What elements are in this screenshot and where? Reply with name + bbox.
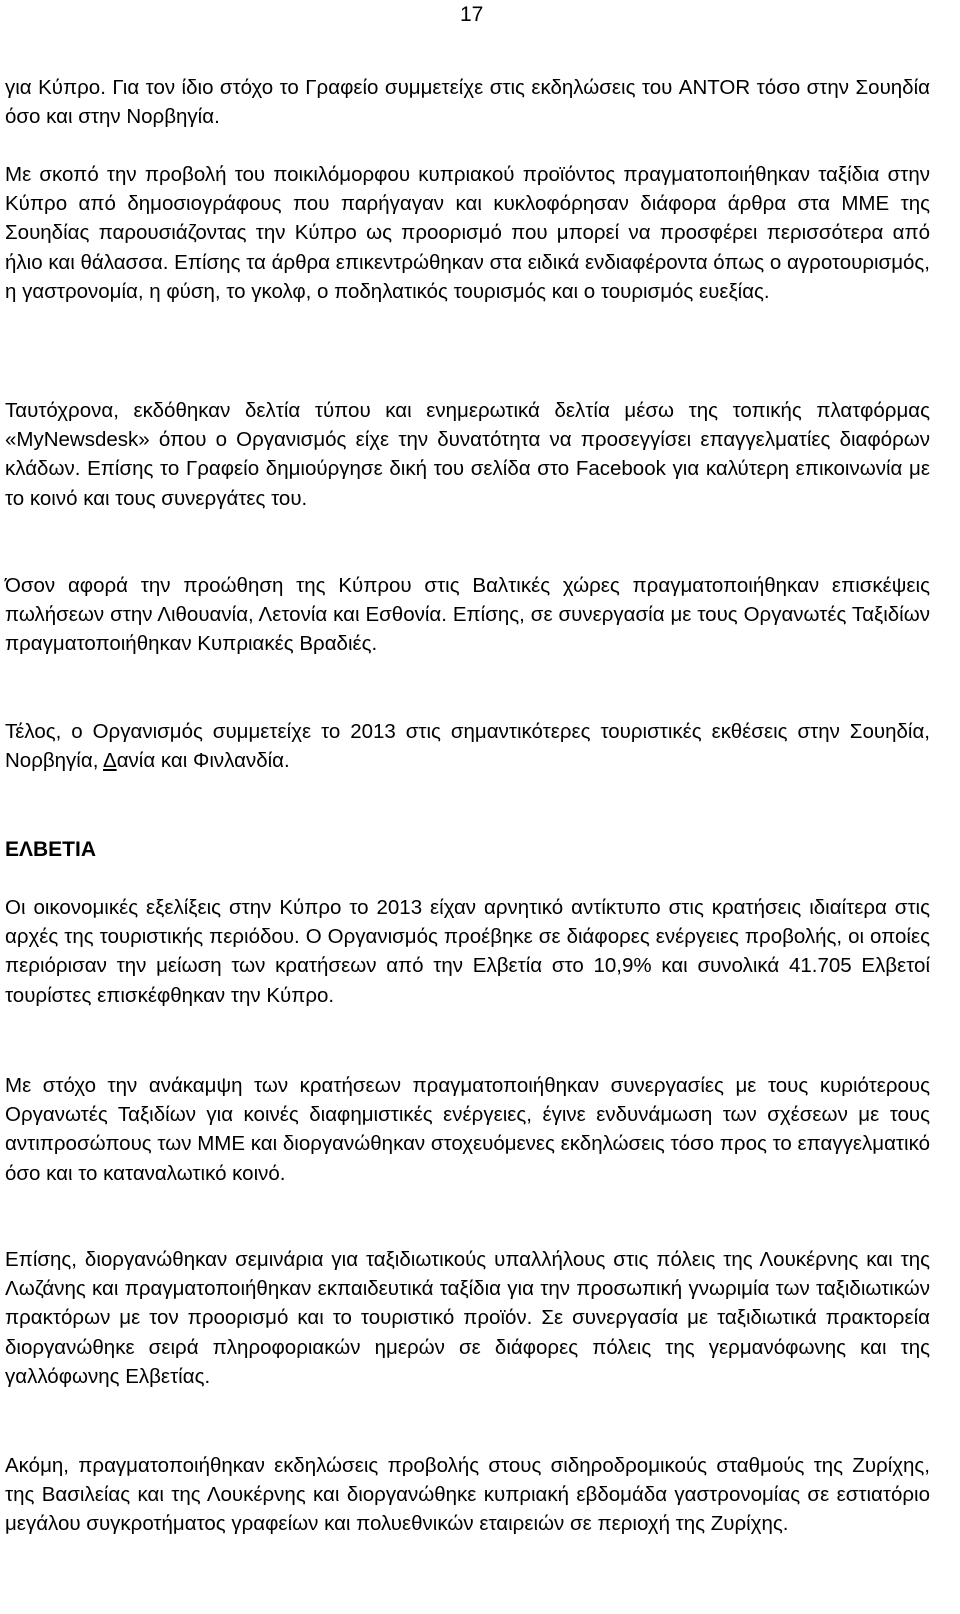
paragraph-economic-impact: Οι οικονομικές εξελίξεις στην Κύπρο το 2013 είχαν αρνητικό αντίκτυπο στις κρατήσεις ιδιαίτερα στις αρχές της τουριστικής περιόδου. Ο Οργανισμός προέβηκε σε διάφορες ενέργειες προβολής, οι οποίες περιόρισαν την μείωση των κρατήσεων από την Ελβετία στο 10,9% και συνολικά 41.705 Ελβετοί τουρίστες επισκέφθηκαν την Κύπρο. <box>5 896 930 1007</box>
paragraph-baltic-promotion: Όσον αφορά την προώθηση της Κύπρου στις Βαλτικές χώρες πραγματοποιήθηκαν επισκέψεις πωλήσεων στην Λιθουανία, Λετονία και Εσθονία. Επίσης, σε συνεργασία με τους Οργανωτές Ταξιδίων πραγματοποιήθηκαν Κυπριακές Βραδιές. <box>5 574 930 656</box>
paragraph-seminars: Επίσης, διοργανώθηκαν σεμινάρια για ταξιδιωτικούς υπαλλήλους στις πόλεις της Λουκέρνης και της Λωζάνης και πραγματοποιήθηκαν εκπαιδευτικά ταξίδια για την προσωπική γνωριμία των ταξιδιωτικών πρακτόρων με τον προορισμό και το τουριστικό προϊόν. Σε συνεργασία με ταξιδιωτικά πρακτορεία διοργανώθηκε σειρά πληροφοριακών ημερών σε διάφορες πόλεις της γερμανόφωνης και της γαλλόφωνης Ελβετίας. <box>5 1248 930 1388</box>
exhibitions-text-end: ανία και Φινλανδία. <box>116 749 290 773</box>
paragraph-antor-events: για Κύπρο. Για τον ίδιο στόχο το Γραφείο συμμετείχε στις εκδηλώσεις του ANTOR τόσο στην Σουηδία όσο και στην Νορβηγία. <box>5 76 930 129</box>
exhibitions-underlined-letter: Δ <box>102 749 117 773</box>
page-number: 17 <box>460 3 484 26</box>
paragraph-booking-recovery: Με στόχο την ανάκαμψη των κρατήσεων πραγματοποιήθηκαν συνεργασίες με τους κυριότερους Οργανωτές Ταξιδίων για κοινές διαφημιστικές ενέργειες, έγινε ενδυνάμωση των σχέσεων με τους αντιπροσώπους των ΜΜΕ και διοργανώθηκαν στοχευόμενες εκδηλώσεις τόσο προς το επαγγελματικό όσο και το καταναλωτικό κοινό. <box>5 1074 930 1185</box>
paragraph-exhibitions <box>5 717 930 775</box>
paragraph-promotion-events: Ακόμη, πραγματοποιήθηκαν εκδηλώσεις προβολής στους σιδηροδρομικούς σταθμούς της Ζυρίχης, της Βασιλείας και της Λουκέρνης και διοργανώθηκε κυπριακή εβδομάδα γαστρονομίας σε εστιατόριο μεγάλου συγκροτήματος γραφείων και πολυεθνικών εταιρειών σε περιοχή της Ζυρίχης. <box>5 1454 930 1536</box>
paragraph-journalist-trips: Με σκοπό την προβολή του ποικιλόμορφου κυπριακού προϊόντος πραγματοποιήθηκαν ταξίδια στην Κύπρο από δημοσιογράφους που παρήγαγαν και κυκλοφόρησαν διάφορα άρθρα στα ΜΜΕ της Σουηδίας παρουσιάζοντας την Κύπρο ως προορισμό που μπορεί να προσφέρει περισσότερα από ήλιο και θάλασσα. Επίσης τα άρθρα επικεντρώθηκαν στα ειδικά ενδιαφέροντα όπως ο αγροτουρισμός, η γαστρονομία, η φύση, το γκολφ, ο ποδηλατικός τουρισμός και ο τουρισμός ευεξίας. <box>5 163 930 303</box>
section-heading-switzerland: ΕΛΒΕΤΙΑ <box>5 838 97 861</box>
exhibitions-text-start: Τέλος, ο Οργανισμός συμμετείχε το 2013 στις σημαντικότερες τουριστικές εκθέσεις στην Σουηδία, Νορβηγία, <box>5 720 930 773</box>
paragraph-press-releases: Ταυτόχρονα, εκδόθηκαν δελτία τύπου και ενημερωτικά δελτία μέσω της τοπικής πλατφόρμας «MyNewsdesk» όπου ο Οργανισμός είχε την δυνατότητα να προσεγγίσει επαγγελματίες διαφόρων κλάδων. Επίσης το Γραφείο δημιούργησε δική του σελίδα στο Facebook για καλύτερη επικοινωνία με το κοινό και τους συνεργάτες του. <box>5 399 930 510</box>
